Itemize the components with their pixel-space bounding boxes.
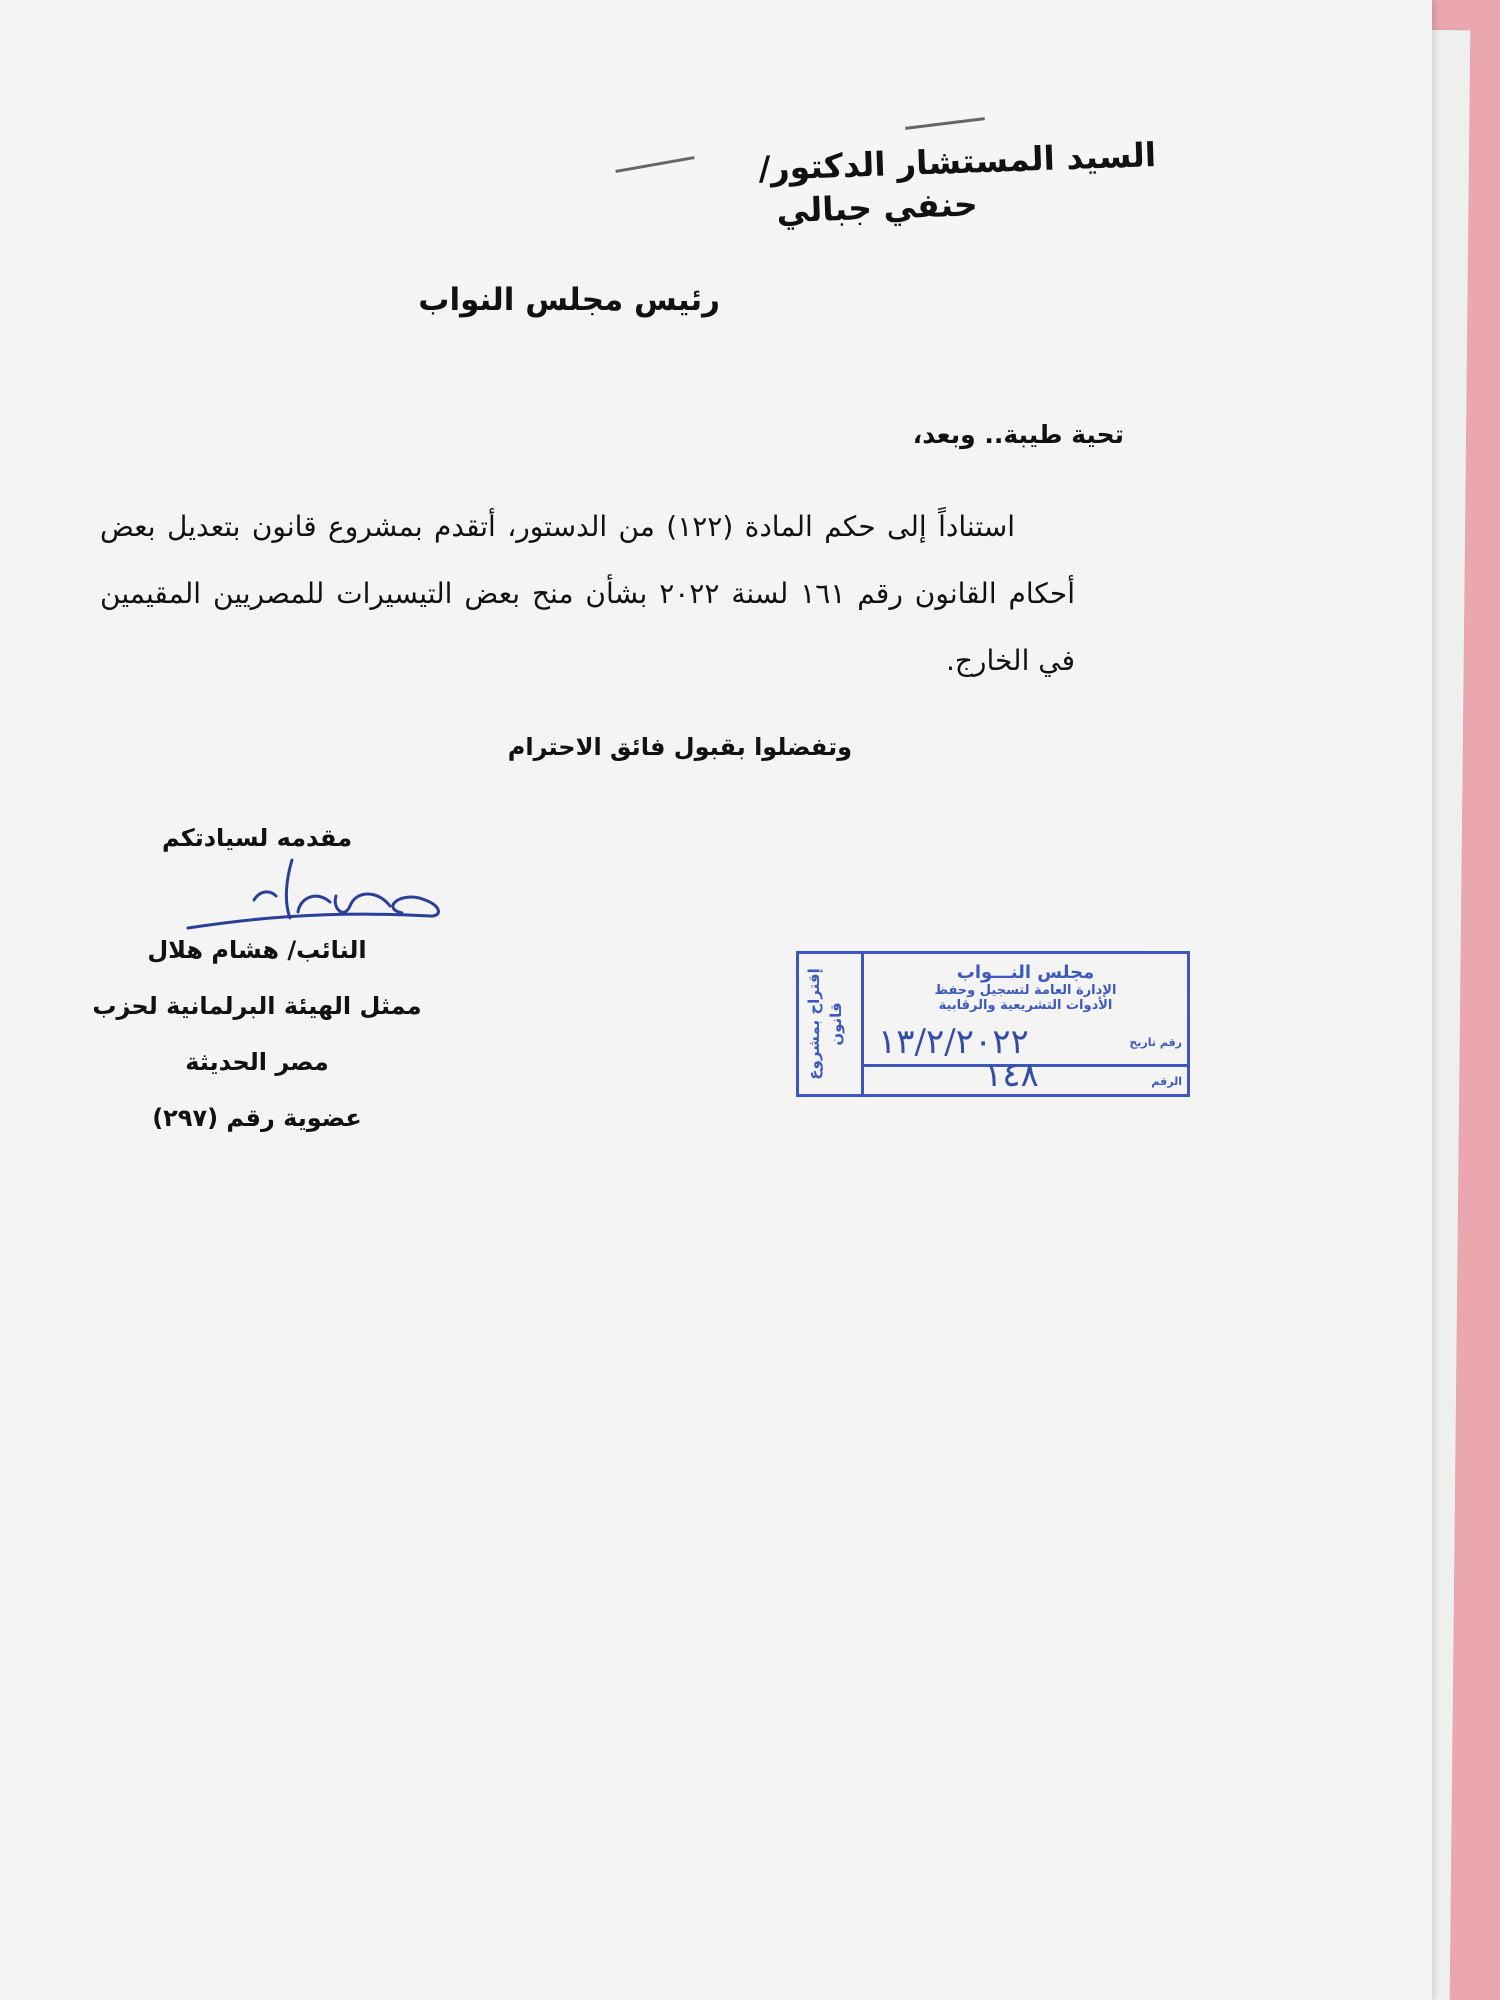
stamp-subtitle-1: الإدارة العامة لتسجيل وحفظ xyxy=(934,983,1117,998)
role-line-2: مصر الحديثة xyxy=(185,1048,329,1076)
stamp-main-panel xyxy=(864,954,1187,1094)
stamp-number-value: ١٤٨ xyxy=(984,1055,1039,1095)
closing: وتفضلوا بقبول فائق الاحترام xyxy=(507,733,852,761)
deputy-name: النائب/ هشام هلال xyxy=(147,936,367,964)
stamp-side-label: إقتراح بمشروع قانون xyxy=(805,968,845,1080)
addressee xyxy=(758,135,1158,231)
pen-mark xyxy=(905,117,985,130)
addressee-title: السيد المستشار الدكتور/ xyxy=(757,135,1157,188)
recipient: رئيس مجلس النواب xyxy=(418,282,720,318)
stamp-date-label: رقم تاريخ xyxy=(1129,1036,1182,1049)
greeting: تحية طيبة.. وبعد، xyxy=(912,420,1124,449)
stamp-title: مجلس النـــواب xyxy=(956,962,1095,983)
stamp-date-value: ١٣/٢/٢٠٢٢ xyxy=(878,1022,1029,1062)
stamp-subtitle-2: الأدوات التشريعية والرقابية xyxy=(938,998,1113,1013)
presented-by: مقدمه لسيادتكم xyxy=(161,824,353,852)
stamp-side-panel xyxy=(799,954,864,1094)
registration-stamp xyxy=(796,951,1190,1097)
stamp-number-label: الرقم xyxy=(1151,1075,1182,1088)
handwritten-signature xyxy=(180,850,450,940)
stamp-number-row xyxy=(864,1055,1187,1097)
membership-number: عضوية رقم (٢٩٧) xyxy=(152,1104,362,1132)
pen-mark xyxy=(615,156,694,173)
addressee-name: حنفي جبالي xyxy=(775,184,979,231)
letter-body: استناداً إلى حكم المادة (١٢٢) من الدستور، أتقدم بمشروع قانون بتعديل بعض أحكام القانون رقم ١٦١ لسنة ٢٠٢٢ بشأن منح بعض التيسيرات للمصريين المقيمين في الخارج. xyxy=(100,510,1075,677)
role-line-1: ممثل الهيئة البرلمانية لحزب xyxy=(92,992,422,1020)
